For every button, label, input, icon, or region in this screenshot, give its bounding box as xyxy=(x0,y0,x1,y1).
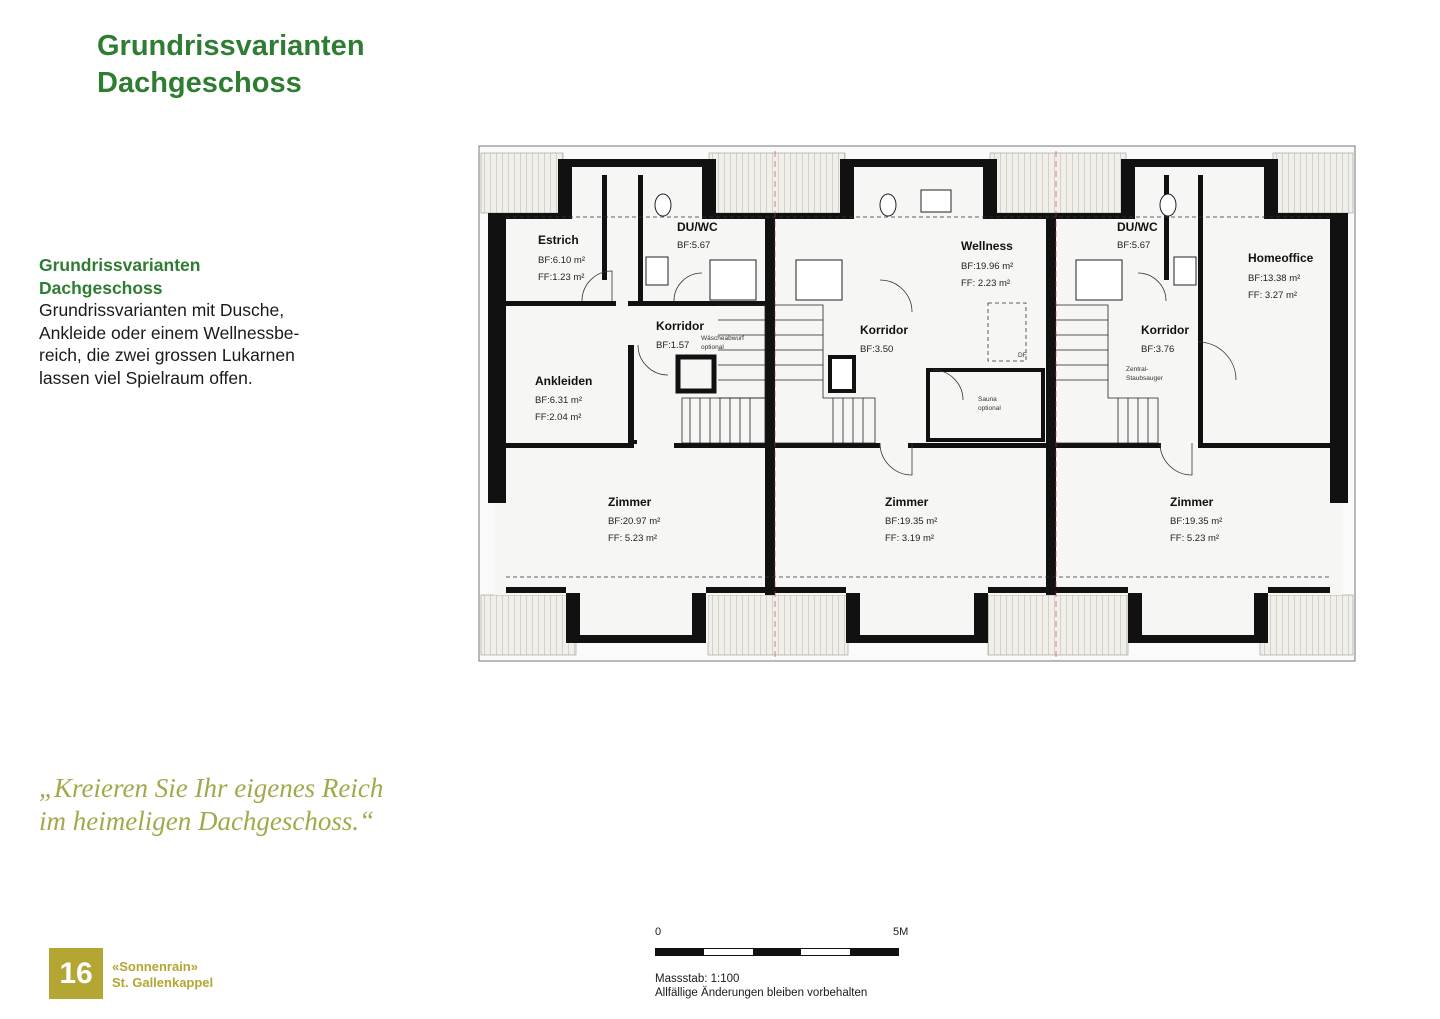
quote xyxy=(39,772,383,838)
room-korridor2-bf: BF:3.50 xyxy=(860,344,894,355)
roof-strip xyxy=(481,595,576,655)
description-block xyxy=(39,254,369,390)
room-zimmer1-bf: BF:20.97 m² xyxy=(608,516,661,527)
room-zimmer3-name: Zimmer xyxy=(1170,495,1214,509)
room-wellness-bf: BF:19.96 m² xyxy=(961,261,1014,272)
roof-strip xyxy=(1273,153,1353,213)
roof-strip xyxy=(481,153,563,213)
room-korridor3-bf: BF:3.76 xyxy=(1141,344,1175,355)
room-homeoffice-bf: BF:13.38 m² xyxy=(1248,273,1301,284)
room-zimmer3-bf: BF:19.35 m² xyxy=(1170,516,1223,527)
room-wellness-ff: FF: 2.23 m² xyxy=(961,278,1011,289)
room-duwc1-bf: BF:5.67 xyxy=(677,240,711,251)
room-wellness-df: DF xyxy=(1018,352,1027,359)
room-zimmer2-name: Zimmer xyxy=(885,495,929,509)
room-estrich-bf: BF:6.10 m² xyxy=(538,255,585,266)
room-korridor3-note1: Zentral- xyxy=(1126,366,1149,373)
room-korridor1-note2: optional xyxy=(701,344,724,351)
description-line-1: Grundrissvarianten mit Dusche, xyxy=(39,300,285,321)
room-duwc2-name: DU/WC xyxy=(1117,220,1158,234)
project-info xyxy=(112,959,213,991)
scale-end-label: 5M xyxy=(893,926,909,938)
room-ankleiden-ff: FF:2.04 m² xyxy=(535,412,582,423)
room-zimmer2-ff: FF: 3.19 m² xyxy=(885,533,935,544)
quote-line-1: „Kreieren Sie Ihr eigenes Reich xyxy=(39,773,384,803)
quote-line-2: im heimeligen Dachgeschoss.“ xyxy=(39,806,375,836)
room-zimmer2-bf: BF:19.35 m² xyxy=(885,516,938,527)
page-title xyxy=(97,28,365,102)
floor-plan xyxy=(478,145,1358,663)
roof-strip xyxy=(988,595,1128,655)
room-zimmer1-ff: FF: 5.23 m² xyxy=(608,533,658,544)
roof-strip xyxy=(1260,595,1353,655)
room-duwc1-name: DU/WC xyxy=(677,220,718,234)
project-name: «Sonnenrain» xyxy=(112,959,198,974)
description-line-4: lassen viel Spielraum offen. xyxy=(39,367,253,388)
description-line-2: Ankleide oder einem Wellnessbe- xyxy=(39,322,300,343)
scale-ratio: Massstab: 1:100 xyxy=(655,973,740,985)
scale-disclaimer: Allfällige Änderungen bleiben vorbehalten xyxy=(655,987,868,999)
room-wellness-name: Wellness xyxy=(961,239,1013,253)
room-korridor3-note2: Staubsauger xyxy=(1126,375,1163,382)
room-korridor3-name: Korridor xyxy=(1141,323,1189,337)
scale-notes xyxy=(655,972,867,1000)
room-ankleiden-name: Ankleiden xyxy=(535,374,593,388)
room-homeoffice-name: Homeoffice xyxy=(1248,251,1314,265)
scale-bar-graphic xyxy=(655,948,899,956)
room-korridor1-name: Korridor xyxy=(656,319,704,333)
room-estrich-name: Estrich xyxy=(538,233,579,247)
title-line-2: Dachgeschoss xyxy=(97,67,302,99)
scale-bar xyxy=(655,926,915,1006)
sauna-label-1: Sauna xyxy=(978,396,997,403)
description-heading-1: Grundrissvarianten xyxy=(39,255,201,275)
description-line-3: reich, die zwei grossen Lukarnen xyxy=(39,345,295,366)
roof-strip xyxy=(990,153,1126,213)
room-korridor1-note1: Wäscheabwurf xyxy=(701,335,744,342)
room-zimmer1-name: Zimmer xyxy=(608,495,652,509)
roof-strip xyxy=(709,153,845,213)
roof-strip xyxy=(708,595,848,655)
room-estrich-ff: FF:1.23 m² xyxy=(538,272,585,283)
project-location: St. Gallenkappel xyxy=(112,975,214,990)
room-homeoffice-ff: FF: 3.27 m² xyxy=(1248,290,1298,301)
room-korridor2-name: Korridor xyxy=(860,323,908,337)
room-ankleiden-bf: BF:6.31 m² xyxy=(535,395,582,406)
room-korridor1-bf: BF:1.57 xyxy=(656,340,690,351)
title-line-1: Grundrissvarianten xyxy=(97,30,365,62)
room-duwc2-bf: BF:5.67 xyxy=(1117,240,1151,251)
sauna-label-2: optional xyxy=(978,405,1001,412)
scale-start-label: 0 xyxy=(655,926,662,938)
page-number-badge: 16 xyxy=(49,948,103,999)
description-heading-2: Dachgeschoss xyxy=(39,277,163,298)
room-zimmer3-ff: FF: 5.23 m² xyxy=(1170,533,1220,544)
